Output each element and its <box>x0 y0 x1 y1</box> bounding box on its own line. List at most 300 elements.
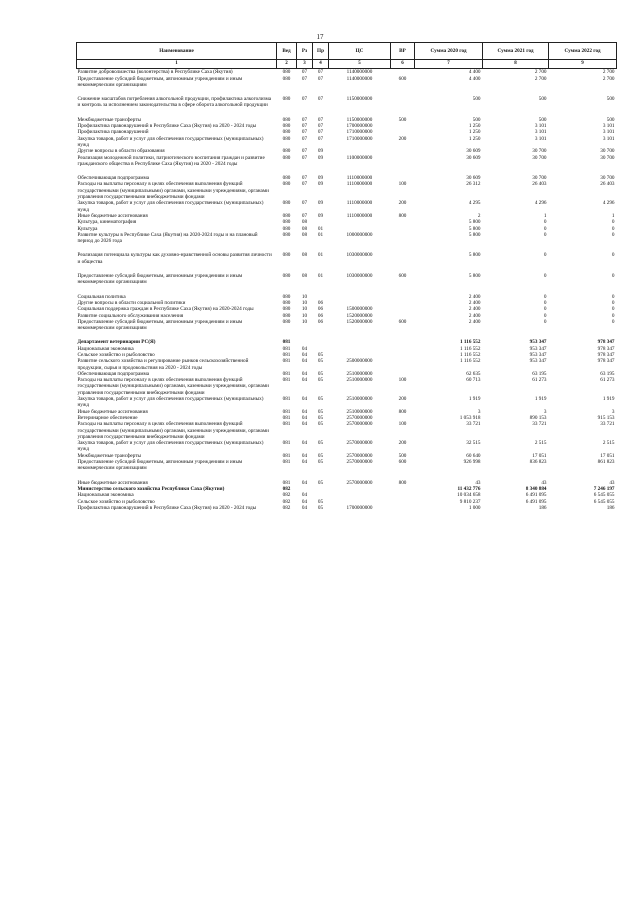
row-rz: 07 <box>301 181 308 188</box>
row-sum-2022: 978 347 <box>597 339 615 346</box>
row-pr: 09 <box>317 148 324 155</box>
row-pr: 07 <box>317 96 324 103</box>
row-sum-2021: 0 <box>543 306 547 313</box>
page-number: 17 <box>316 33 324 41</box>
row-name: Профилактика правонарушений <box>77 129 149 136</box>
row-sum-2022: 3 101 <box>602 129 615 136</box>
row-vr: 100 <box>398 421 407 428</box>
spacer-cell <box>77 472 617 480</box>
row-sum-2021: 43 <box>541 479 547 486</box>
row-ved: 080 <box>282 200 291 207</box>
row-rz: 04 <box>301 358 308 365</box>
row-sum-2022: 2 515 <box>602 440 615 447</box>
row-sum-2020: 2 400 <box>468 306 481 313</box>
row-sum-2022: 0 <box>611 252 615 259</box>
row-sum-2021: 3 <box>543 408 547 415</box>
row-rz: 07 <box>301 116 308 123</box>
row-pr: 09 <box>317 200 324 207</box>
row-name: Сельское хозяйство и рыболовство <box>77 351 155 358</box>
row-name: Обеспечивающая подпрограмма <box>77 175 150 182</box>
row-vr <box>391 505 415 511</box>
table-row <box>77 96 617 109</box>
row-ved: 080 <box>282 293 291 300</box>
row-name: Снижение масштабов потребления алкогольной продукции, профилактика алкоголизма и контроль за исполнением законодательства в сфере оборота алкогольной продукции <box>77 96 272 109</box>
row-sum-2020: 4 400 <box>468 69 481 76</box>
spacer-cell <box>77 167 617 175</box>
row-cs: 2570000000 <box>346 440 373 447</box>
row-pr: 09 <box>317 181 324 188</box>
row-ved: 080 <box>282 135 291 142</box>
row-pr: 09 <box>317 175 324 182</box>
row-name: Профилактика правонарушений в Республике Саха (Якутия) на 2020 - 2024 годы <box>77 504 257 511</box>
table-row <box>77 252 617 265</box>
row-sum-2022: 3 101 <box>602 135 615 142</box>
table-row <box>77 440 617 453</box>
row-sum-2021: 0 <box>543 231 547 238</box>
col-number: 5 <box>329 60 391 69</box>
row-sum-2022: 0 <box>611 225 615 232</box>
spacer-row <box>77 88 617 96</box>
row-sum-2022: 0 <box>611 219 615 226</box>
row-sum-2022: 30 700 <box>600 175 615 182</box>
row-sum-2021: 0 <box>543 293 547 300</box>
col-number: 1 <box>77 60 277 69</box>
col-number: 3 <box>297 60 313 69</box>
row-sum-2021: 2 515 <box>534 440 547 447</box>
row-sum-2020: 1 116 552 <box>459 358 481 365</box>
row-ved: 080 <box>282 225 291 232</box>
row-sum-2021: 0 <box>543 252 547 259</box>
row-vr: 200 <box>398 135 407 142</box>
col-header-2020: Сумма 2020 год <box>415 43 483 60</box>
row-sum-2021: 26 403 <box>532 181 547 188</box>
row-ved: 082 <box>282 485 291 492</box>
table-row <box>77 200 617 213</box>
row-pr: 07 <box>317 116 324 123</box>
row-sum-2022: 1 919 <box>602 396 615 403</box>
row-name: Предоставление субсидий бюджетным, автономным учреждениям и иным некоммерческим организациям <box>77 318 243 332</box>
row-cs: 1110000000 <box>346 175 373 182</box>
row-sum-2021: 8 340 884 <box>525 485 547 492</box>
row-name: Национальная экономика <box>77 492 134 499</box>
row-vr: 200 <box>398 200 407 207</box>
col-header-vr: ВР <box>391 43 415 60</box>
row-sum-2022: 30 700 <box>600 148 615 155</box>
row-sum-2020: 26 312 <box>466 181 481 188</box>
row-name: Ветеринарное обеспечение <box>77 414 138 421</box>
row-sum-2020: 1 250 <box>468 123 481 130</box>
row-ved: 081 <box>282 370 291 377</box>
row-name: Департамент ветеринарии РС(Я) <box>77 339 156 346</box>
row-sum-2020: 500 <box>472 96 481 103</box>
row-ved: 080 <box>282 273 291 280</box>
row-sum-2021: 30 700 <box>532 154 547 161</box>
row-rz: 04 <box>301 492 308 499</box>
row-sum-2020: 2 400 <box>468 293 481 300</box>
row-rz: 04 <box>301 377 308 384</box>
row-sum-2020: 4 295 <box>468 200 481 207</box>
row-cs: 1030000000 <box>346 273 373 280</box>
row-name: Другие вопросы в области образования <box>77 148 165 155</box>
row-sum-2022: 33 721 <box>600 421 615 428</box>
row-sum-2022: 6 545 055 <box>593 492 615 499</box>
row-pr: 07 <box>317 69 324 76</box>
row-cs: 1110000000 <box>346 181 373 188</box>
row-name: Расходы на выплаты персоналу в целях обеспечения выполнения функций государственными (муниципальными) органами, казенными учреждениями, органами управления государственными внебюджетными фондами <box>77 377 269 396</box>
row-sum-2020: 1 250 <box>468 129 481 136</box>
row-pr: 07 <box>317 135 324 142</box>
budget-table <box>76 42 617 511</box>
row-sum-2022: 2 700 <box>602 69 615 76</box>
row-sum-2021: 3 101 <box>534 129 547 136</box>
spacer-row <box>77 265 617 273</box>
row-vr: 600 <box>398 318 407 325</box>
table-row <box>77 155 617 168</box>
row-cs: 2500000000 <box>346 358 373 365</box>
row-sum-2020: 5 800 <box>468 225 481 232</box>
row-vr <box>391 155 415 168</box>
row-rz: 04 <box>301 370 308 377</box>
row-cs: 1000000000 <box>346 231 373 238</box>
row-rz: 07 <box>301 123 308 130</box>
row-ved: 081 <box>282 479 291 486</box>
row-pr: 01 <box>317 273 324 280</box>
row-sum-2021: 890 153 <box>529 414 547 421</box>
row-ved: 080 <box>282 219 291 226</box>
row-sum-2020: 11 432 776 <box>457 485 481 492</box>
row-rz: 08 <box>301 231 308 238</box>
row-vr: 800 <box>398 212 407 219</box>
row-sum-2021: 2 700 <box>534 75 547 82</box>
row-sum-2021: 0 <box>543 318 547 325</box>
row-sum-2020: 2 400 <box>468 318 481 325</box>
col-number: 6 <box>391 60 415 69</box>
col-header-rz: Рз <box>297 43 313 60</box>
spacer-row <box>77 244 617 252</box>
table-row <box>77 459 617 472</box>
row-sum-2022: 500 <box>606 96 615 103</box>
row-sum-2022: 3 101 <box>602 123 615 130</box>
row-pr: 05 <box>317 414 324 421</box>
row-sum-2020: 30 609 <box>466 175 481 182</box>
row-pr: 07 <box>317 129 324 136</box>
row-cs: 1500000000 <box>346 306 373 313</box>
row-cs: 1150000000 <box>346 116 373 123</box>
table-row <box>77 505 617 511</box>
row-sum-2021: 836 823 <box>529 459 547 466</box>
row-name: Реализация молодежной политики, патриотического воспитания граждан и развитие гражданского общества в Республике Саха (Якутия) на 2020 - 2024 годы <box>77 154 265 167</box>
col-number: 4 <box>313 60 329 69</box>
row-sum-2021: 953 347 <box>529 345 547 352</box>
row-rz: 10 <box>301 306 308 313</box>
row-ved: 081 <box>282 452 291 459</box>
row-rz: 08 <box>301 225 308 232</box>
row-sum-2021: 6 491 095 <box>525 498 547 505</box>
row-name: Социальная поддержка граждан в Республике Саха (Якутия) на 2020-2024 годы <box>77 306 254 313</box>
row-ved: 081 <box>282 440 291 447</box>
row-sum-2020: 2 400 <box>468 312 481 319</box>
row-rz: 07 <box>301 75 308 82</box>
row-vr: 100 <box>398 181 407 188</box>
row-pr: 05 <box>317 370 324 377</box>
row-cs: 1100000000 <box>346 154 373 161</box>
spacer-row <box>77 109 617 117</box>
row-cs: 2510000000 <box>346 408 373 415</box>
row-vr <box>391 232 415 245</box>
spacer-cell <box>77 286 617 294</box>
row-pr: 05 <box>317 351 324 358</box>
row-sum-2022: 17 051 <box>600 452 615 459</box>
row-name: Предоставление субсидий бюджетным, автономным учреждениям и иным некоммерческим организациям <box>77 459 243 472</box>
table-body <box>77 69 617 511</box>
row-rz: 04 <box>301 414 308 421</box>
row-sum-2021: 17 051 <box>532 452 547 459</box>
row-sum-2022: 26 403 <box>600 181 615 188</box>
row-sum-2021: 0 <box>543 219 547 226</box>
row-name: Реализация потенциала культуры как духовно-нравственной основы развития личности и общества <box>77 252 272 265</box>
row-cs: 1110000000 <box>346 212 373 219</box>
row-pr: 07 <box>317 123 324 130</box>
spacer-row <box>77 167 617 175</box>
row-rz: 07 <box>301 212 308 219</box>
row-sum-2021: 61 273 <box>532 377 547 384</box>
spacer-row <box>77 472 617 480</box>
row-sum-2021: 3 101 <box>534 135 547 142</box>
row-cs: 2510000000 <box>346 377 373 384</box>
row-pr: 05 <box>317 452 324 459</box>
row-rz: 08 <box>301 273 308 280</box>
row-pr: 01 <box>317 231 324 238</box>
row-ved: 082 <box>282 498 291 505</box>
col-header-2021: Сумма 2021 год <box>483 43 549 60</box>
row-sum-2020: 2 <box>477 212 481 219</box>
row-vr: 600 <box>398 75 407 82</box>
row-rz: 08 <box>301 219 308 226</box>
row-sum-2021: 953 347 <box>529 351 547 358</box>
row-cs: 2570000000 <box>346 421 373 428</box>
row-sum-2021: 3 101 <box>534 123 547 130</box>
row-name: Развитие добровольчества (волонтерства) в Республике Саха (Якутия) <box>77 69 233 76</box>
row-sum-2021: 500 <box>538 96 547 103</box>
row-pr: 06 <box>317 312 324 319</box>
row-rz: 07 <box>301 69 308 76</box>
row-ved: 080 <box>282 306 291 313</box>
row-pr: 05 <box>317 408 324 415</box>
row-ved: 080 <box>282 154 291 161</box>
row-sum-2022: 186 <box>606 504 615 511</box>
row-sum-2021: 953 347 <box>529 339 547 346</box>
row-sum-2022: 0 <box>611 231 615 238</box>
row-sum-2020: 1 250 <box>468 135 481 142</box>
col-number: 9 <box>549 60 617 69</box>
row-name: Другие вопросы в области социальной политики <box>77 299 186 306</box>
table-row <box>77 136 617 149</box>
row-sum-2022: 0 <box>611 306 615 313</box>
col-header-name: Наименование <box>77 43 277 60</box>
row-sum-2022: 0 <box>611 273 615 280</box>
row-pr: 05 <box>317 504 324 511</box>
row-sum-2022: 978 347 <box>597 351 615 358</box>
row-cs: 2570000000 <box>346 479 373 486</box>
row-rz: 07 <box>301 96 308 103</box>
row-name: Национальная экономика <box>77 345 134 352</box>
row-pr: 05 <box>317 421 324 428</box>
row-pr: 05 <box>317 396 324 403</box>
row-sum-2021: 953 347 <box>529 358 547 365</box>
row-pr: 05 <box>317 377 324 384</box>
row-sum-2022: 1 <box>611 212 615 219</box>
row-sum-2022: 7 246 197 <box>593 485 615 492</box>
col-number: 2 <box>277 60 297 69</box>
row-ved: 081 <box>282 377 291 384</box>
row-cs: 1710000000 <box>346 135 373 142</box>
row-sum-2022: 30 700 <box>600 154 615 161</box>
row-rz: 07 <box>301 175 308 182</box>
row-vr: 800 <box>398 479 407 486</box>
table-row <box>77 273 617 286</box>
row-name: Культура <box>77 225 98 232</box>
row-sum-2021: 30 700 <box>532 148 547 155</box>
row-name: Межбюджетные трансферты <box>77 452 142 459</box>
row-pr: 05 <box>317 459 324 466</box>
row-sum-2020: 926 998 <box>463 459 481 466</box>
row-name: Иные бюджетные ассигнования <box>77 212 148 219</box>
row-vr: 500 <box>398 452 407 459</box>
row-ved: 080 <box>282 75 291 82</box>
col-header-2022: Сумма 2022 год <box>549 43 617 60</box>
row-rz: 10 <box>301 318 308 325</box>
row-sum-2022: 0 <box>611 318 615 325</box>
row-name: Культура, кинематография <box>77 219 137 226</box>
row-sum-2021: 6 491 095 <box>525 492 547 499</box>
row-cs: 1110000000 <box>346 200 373 207</box>
row-sum-2020: 1 919 <box>468 396 481 403</box>
row-cs: 1140000000 <box>346 69 373 76</box>
row-sum-2021: 0 <box>543 273 547 280</box>
row-ved: 082 <box>282 504 291 511</box>
row-sum-2020: 9 810 237 <box>459 498 481 505</box>
row-ved: 080 <box>282 69 291 76</box>
row-rz: 04 <box>301 452 308 459</box>
row-name: Обеспечивающая подпрограмма <box>77 370 150 377</box>
row-vr: 200 <box>398 440 407 447</box>
row-rz: 04 <box>301 345 308 352</box>
row-sum-2021: 0 <box>543 225 547 232</box>
spacer-cell <box>77 265 617 273</box>
row-sum-2020: 5 800 <box>468 252 481 259</box>
row-pr: 06 <box>317 318 324 325</box>
row-rz: 04 <box>301 408 308 415</box>
row-name: Профилактика правонарушений в Республике Саха (Якутия) на 2020 - 2024 годы <box>77 123 257 130</box>
row-sum-2022: 861 823 <box>597 459 615 466</box>
spacer-cell <box>77 331 617 339</box>
row-rz: 04 <box>301 421 308 428</box>
row-name: Закупка товаров, работ и услуг для обеспечения государственных (муниципальных) нужд <box>77 135 264 148</box>
row-cs: 1150000000 <box>346 96 373 103</box>
row-sum-2021: 500 <box>538 116 547 123</box>
row-ved: 080 <box>282 181 291 188</box>
row-sum-2020: 5 800 <box>468 273 481 280</box>
table-row <box>77 377 617 396</box>
row-sum-2021: 1 <box>543 212 547 219</box>
row-name: Социальная политика <box>77 293 126 300</box>
row-ved: 080 <box>282 312 291 319</box>
row-ved: 080 <box>282 318 291 325</box>
row-pr: 05 <box>317 498 324 505</box>
row-name: Расходы на выплаты персоналу в целях обеспечения выполнения функций государственными (муниципальными) органами, казенными учреждениями, органами управления государственными внебюджетными фондами <box>77 181 269 201</box>
row-vr: 600 <box>398 273 407 280</box>
row-sum-2022: 61 273 <box>600 377 615 384</box>
row-pr: 06 <box>317 299 324 306</box>
row-vr <box>391 69 415 76</box>
header-row <box>77 43 617 60</box>
row-rz: 07 <box>301 148 308 155</box>
row-sum-2021: 2 700 <box>534 69 547 76</box>
row-sum-2021: 0 <box>543 312 547 319</box>
row-pr: 09 <box>317 154 324 161</box>
row-ved: 080 <box>282 148 291 155</box>
row-sum-2022: 4 296 <box>602 200 615 207</box>
row-ved: 080 <box>282 123 291 130</box>
table-row <box>77 396 617 409</box>
row-sum-2021: 186 <box>538 504 547 511</box>
row-ved: 080 <box>282 231 291 238</box>
row-sum-2022: 63 195 <box>600 370 615 377</box>
row-sum-2022: 500 <box>606 116 615 123</box>
row-sum-2021: 4 296 <box>534 200 547 207</box>
column-number-row <box>77 60 617 69</box>
row-sum-2021: 33 721 <box>532 421 547 428</box>
row-sum-2020: 32 515 <box>466 440 481 447</box>
row-name: Расходы на выплаты персоналу в целях обеспечения выполнения функций государственными (муниципальными) органами, казенными учреждениями, органами управления государственными внебюджетными фондами <box>77 421 269 440</box>
row-cs: 2510000000 <box>346 396 373 403</box>
row-sum-2020: 500 <box>472 116 481 123</box>
col-number: 8 <box>483 60 549 69</box>
row-sum-2020: 30 609 <box>466 154 481 161</box>
row-sum-2022: 2 700 <box>602 75 615 82</box>
row-name: Министерство сельского хозяйства Республики Саха (Якутия) <box>77 485 225 492</box>
row-rz: 07 <box>301 154 308 161</box>
row-sum-2020: 62 635 <box>466 370 481 377</box>
row-vr <box>391 96 415 109</box>
row-name: Закупка товаров, работ и услуг для обеспечения государственных (муниципальных) нужд <box>77 200 264 213</box>
row-vr: 100 <box>398 377 407 384</box>
row-sum-2020: 5 800 <box>468 231 481 238</box>
row-rz: 10 <box>301 299 308 306</box>
row-pr: 05 <box>317 358 324 365</box>
row-pr: 07 <box>317 75 324 82</box>
spacer-cell <box>77 244 617 252</box>
row-sum-2022: 0 <box>611 312 615 319</box>
row-vr: 800 <box>398 408 407 415</box>
table-row <box>77 319 617 332</box>
row-ved: 081 <box>282 421 291 428</box>
row-rz: 10 <box>301 293 308 300</box>
row-sum-2020: 1 116 552 <box>460 339 481 346</box>
row-rz: 07 <box>301 200 308 207</box>
row-sum-2020: 1 116 552 <box>459 345 481 352</box>
row-pr: 09 <box>317 212 324 219</box>
row-vr: 500 <box>398 116 407 123</box>
row-name: Предоставление субсидий бюджетным, автономным учреждениям и иным некоммерческим организациям <box>77 273 243 286</box>
spacer-row <box>77 331 617 339</box>
row-ved: 082 <box>282 492 291 499</box>
col-header-cs: ЦС <box>329 43 391 60</box>
table-row <box>77 69 617 76</box>
row-cs: 2570000000 <box>346 459 373 466</box>
row-name: Развитие социального обслуживания населения <box>77 312 184 319</box>
row-ved: 080 <box>282 252 291 259</box>
